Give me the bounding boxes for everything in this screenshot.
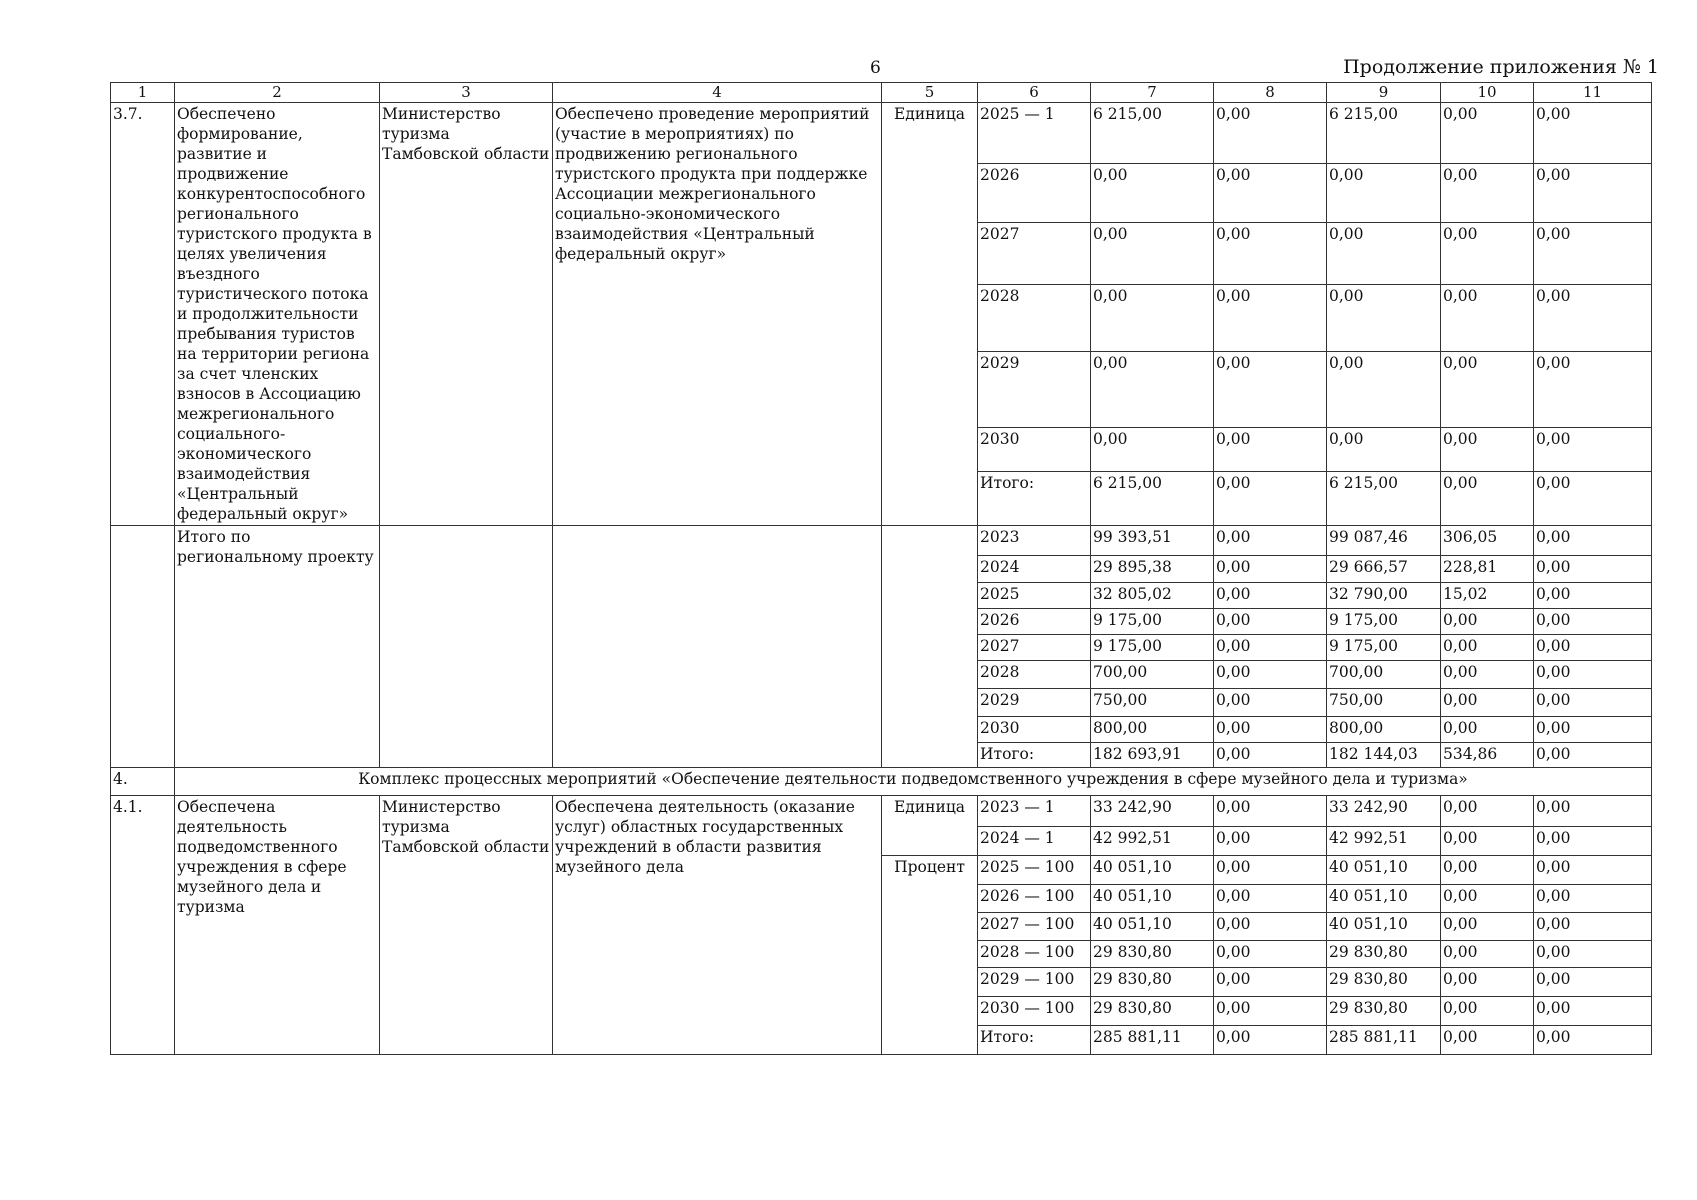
year-value-cell: 2026	[978, 609, 1091, 635]
amount-cell: 800,00	[1327, 717, 1441, 743]
year-value-cell: 2028 — 100	[978, 941, 1091, 968]
amount-cell: 6 215,00	[1091, 472, 1214, 526]
amount-cell: 0,00	[1441, 635, 1534, 661]
amount-cell: 800,00	[1091, 717, 1214, 743]
amount-cell: 0,00	[1441, 796, 1534, 827]
year-value-cell: Итого:	[978, 1026, 1091, 1055]
amount-cell: 0,00	[1091, 352, 1214, 428]
column-header: 5	[882, 83, 978, 103]
year-value-cell: 2026	[978, 163, 1091, 223]
amount-cell: 0,00	[1534, 352, 1652, 428]
amount-cell: 0,00	[1534, 472, 1652, 526]
amount-cell: 32 805,02	[1091, 583, 1214, 609]
amount-cell: 0,00	[1214, 689, 1327, 717]
item-number: 3.7.	[111, 103, 175, 526]
amount-cell: 0,00	[1214, 103, 1327, 164]
year-value-cell: 2023	[978, 526, 1091, 556]
year-value-cell: 2024	[978, 556, 1091, 583]
column-header: 11	[1534, 83, 1652, 103]
amount-cell: 0,00	[1091, 284, 1214, 352]
amount-cell: 0,00	[1534, 526, 1652, 556]
amount-cell: 0,00	[1534, 689, 1652, 717]
amount-cell: 0,00	[1327, 223, 1441, 285]
year-value-cell: 2023 — 1	[978, 796, 1091, 827]
amount-cell: 0,00	[1534, 743, 1652, 768]
year-value-cell: 2028	[978, 284, 1091, 352]
empty-cell	[882, 526, 978, 768]
amount-cell: 0,00	[1214, 583, 1327, 609]
amount-cell: 0,00	[1327, 352, 1441, 428]
table-row	[111, 526, 1652, 556]
column-number-row	[111, 83, 1652, 103]
amount-cell: 33 242,90	[1327, 796, 1441, 827]
amount-cell: 29 830,80	[1091, 997, 1214, 1026]
amount-cell: 6 215,00	[1091, 103, 1214, 164]
amount-cell: 6 215,00	[1327, 472, 1441, 526]
amount-cell: 0,00	[1441, 997, 1534, 1026]
amount-cell: 0,00	[1441, 1026, 1534, 1055]
budget-table	[110, 82, 1652, 1055]
year-value-cell: 2029 — 100	[978, 968, 1091, 997]
empty-cell	[380, 526, 553, 768]
amount-cell: 0,00	[1441, 689, 1534, 717]
item-result: Обеспечено формирование, развитие и продвижение конкурентоспособного регионального туристского продукта в целях увеличения въездного туристического потока и продолжительности пребывания туристов на территории региона за счет членских взносов в Ассоциацию межрегионального социального-экономического взаимодействия «Центральный федеральный округ»	[175, 103, 380, 526]
amount-cell: 15,02	[1441, 583, 1534, 609]
amount-cell: 0,00	[1214, 1026, 1327, 1055]
amount-cell: 0,00	[1214, 223, 1327, 285]
amount-cell: 42 992,51	[1327, 827, 1441, 856]
amount-cell: 0,00	[1534, 609, 1652, 635]
year-value-cell: 2029	[978, 689, 1091, 717]
amount-cell: 228,81	[1441, 556, 1534, 583]
amount-cell: 0,00	[1214, 743, 1327, 768]
amount-cell: 40 051,10	[1091, 885, 1214, 913]
amount-cell: 0,00	[1534, 913, 1652, 941]
amount-cell: 40 051,10	[1327, 885, 1441, 913]
amount-cell: 6 215,00	[1327, 103, 1441, 164]
amount-cell: 0,00	[1534, 163, 1652, 223]
amount-cell: 0,00	[1327, 284, 1441, 352]
amount-cell: 0,00	[1214, 635, 1327, 661]
year-value-cell: 2028	[978, 661, 1091, 689]
amount-cell: 0,00	[1441, 827, 1534, 856]
amount-cell: 0,00	[1441, 428, 1534, 472]
amount-cell: 29 830,80	[1327, 941, 1441, 968]
amount-cell: 0,00	[1534, 827, 1652, 856]
amount-cell: 534,86	[1441, 743, 1534, 768]
column-header: 7	[1091, 83, 1214, 103]
amount-cell: 0,00	[1534, 103, 1652, 164]
amount-cell: 99 393,51	[1091, 526, 1214, 556]
amount-cell: 0,00	[1441, 856, 1534, 885]
amount-cell: 0,00	[1441, 941, 1534, 968]
year-value-cell: 2025 — 100	[978, 856, 1091, 885]
amount-cell: 40 051,10	[1091, 856, 1214, 885]
amount-cell: 0,00	[1441, 609, 1534, 635]
column-header: 3	[380, 83, 553, 103]
year-value-cell: 2024 — 1	[978, 827, 1091, 856]
empty-cell	[553, 526, 882, 768]
amount-cell: 29 830,80	[1091, 968, 1214, 997]
empty-cell	[111, 526, 175, 768]
amount-cell: 0,00	[1327, 428, 1441, 472]
amount-cell: 0,00	[1327, 163, 1441, 223]
amount-cell: 285 881,11	[1327, 1026, 1441, 1055]
amount-cell: 182 693,91	[1091, 743, 1214, 768]
column-header: 10	[1441, 83, 1534, 103]
year-value-cell: 2027 — 100	[978, 913, 1091, 941]
year-value-cell: 2030	[978, 428, 1091, 472]
amount-cell: 0,00	[1214, 968, 1327, 997]
amount-cell: 40 051,10	[1327, 913, 1441, 941]
section-number: 4.	[111, 768, 175, 796]
amount-cell: 32 790,00	[1327, 583, 1441, 609]
amount-cell: 29 830,80	[1327, 997, 1441, 1026]
amount-cell: 0,00	[1534, 661, 1652, 689]
amount-cell: 0,00	[1534, 796, 1652, 827]
year-value-cell: 2027	[978, 223, 1091, 285]
amount-cell: 29 830,80	[1327, 968, 1441, 997]
amount-cell: 0,00	[1441, 717, 1534, 743]
item-responsible: Министерство туризма Тамбовской области	[380, 103, 553, 526]
amount-cell: 0,00	[1214, 661, 1327, 689]
amount-cell: 0,00	[1534, 856, 1652, 885]
amount-cell: 0,00	[1214, 352, 1327, 428]
amount-cell: 0,00	[1214, 163, 1327, 223]
year-value-cell: Итого:	[978, 743, 1091, 768]
item-description: Обеспечена деятельность (оказание услуг) областных государственных учреждений в области развития музейного дела	[553, 796, 882, 1055]
amount-cell: 0,00	[1214, 827, 1327, 856]
amount-cell: 29 895,38	[1091, 556, 1214, 583]
project-total-label: Итого по региональному проекту	[175, 526, 380, 768]
item-description: Обеспечено проведение мероприятий (участие в мероприятиях) по продвижению регионального туристского продукта при поддержке Ассоциации межрегионального социально-экономического взаимодействия «Центральный федеральный округ»	[553, 103, 882, 526]
amount-cell: 0,00	[1214, 609, 1327, 635]
amount-cell: 0,00	[1091, 428, 1214, 472]
amount-cell: 0,00	[1534, 583, 1652, 609]
item-unit: Единица	[882, 103, 978, 526]
amount-cell: 29 666,57	[1327, 556, 1441, 583]
section-title: Комплекс процессных мероприятий «Обеспечение деятельности подведомственного учреждения в сфере музейного дела и туризма»	[175, 768, 1652, 796]
column-header: 6	[978, 83, 1091, 103]
amount-cell: 29 830,80	[1091, 941, 1214, 968]
year-value-cell: Итого:	[978, 472, 1091, 526]
amount-cell: 0,00	[1534, 284, 1652, 352]
amount-cell: 0,00	[1441, 661, 1534, 689]
amount-cell: 0,00	[1441, 885, 1534, 913]
amount-cell: 0,00	[1534, 717, 1652, 743]
amount-cell: 0,00	[1441, 352, 1534, 428]
year-value-cell: 2030 — 100	[978, 997, 1091, 1026]
year-value-cell: 2025 — 1	[978, 103, 1091, 164]
year-value-cell: 2027	[978, 635, 1091, 661]
amount-cell: 0,00	[1214, 717, 1327, 743]
year-value-cell: 2026 — 100	[978, 885, 1091, 913]
table-row	[111, 796, 1652, 827]
amount-cell: 285 881,11	[1091, 1026, 1214, 1055]
amount-cell: 0,00	[1441, 913, 1534, 941]
amount-cell: 306,05	[1441, 526, 1534, 556]
amount-cell: 0,00	[1441, 472, 1534, 526]
amount-cell: 0,00	[1214, 885, 1327, 913]
amount-cell: 0,00	[1214, 526, 1327, 556]
year-value-cell: 2030	[978, 717, 1091, 743]
amount-cell: 182 144,03	[1327, 743, 1441, 768]
amount-cell: 0,00	[1534, 223, 1652, 285]
amount-cell: 99 087,46	[1327, 526, 1441, 556]
amount-cell: 0,00	[1534, 1026, 1652, 1055]
amount-cell: 0,00	[1214, 428, 1327, 472]
amount-cell: 0,00	[1534, 968, 1652, 997]
item-number: 4.1.	[111, 796, 175, 1055]
amount-cell: 0,00	[1534, 997, 1652, 1026]
amount-cell: 0,00	[1214, 941, 1327, 968]
amount-cell: 9 175,00	[1091, 609, 1214, 635]
amount-cell: 0,00	[1214, 472, 1327, 526]
amount-cell: 0,00	[1091, 163, 1214, 223]
amount-cell: 0,00	[1214, 556, 1327, 583]
year-value-cell: 2029	[978, 352, 1091, 428]
item-unit: Единица	[882, 796, 978, 856]
amount-cell: 9 175,00	[1091, 635, 1214, 661]
amount-cell: 0,00	[1534, 428, 1652, 472]
table-row	[111, 103, 1652, 164]
amount-cell: 40 051,10	[1091, 913, 1214, 941]
column-header: 1	[111, 83, 175, 103]
amount-cell: 0,00	[1534, 635, 1652, 661]
amount-cell: 40 051,10	[1327, 856, 1441, 885]
amount-cell: 0,00	[1214, 284, 1327, 352]
appendix-continuation-note: Продолжение приложения № 1	[1343, 56, 1659, 78]
column-header: 8	[1214, 83, 1327, 103]
column-header: 9	[1327, 83, 1441, 103]
amount-cell: 0,00	[1441, 284, 1534, 352]
section-header-row	[111, 768, 1652, 796]
amount-cell: 0,00	[1441, 223, 1534, 285]
amount-cell: 700,00	[1327, 661, 1441, 689]
item-unit: Процент	[882, 856, 978, 1055]
amount-cell: 0,00	[1441, 163, 1534, 223]
amount-cell: 700,00	[1091, 661, 1214, 689]
amount-cell: 0,00	[1534, 941, 1652, 968]
amount-cell: 9 175,00	[1327, 609, 1441, 635]
item-responsible: Министерство туризма Тамбовской области	[380, 796, 553, 1055]
amount-cell: 0,00	[1214, 997, 1327, 1026]
amount-cell: 0,00	[1534, 556, 1652, 583]
amount-cell: 33 242,90	[1091, 796, 1214, 827]
column-header: 4	[553, 83, 882, 103]
amount-cell: 42 992,51	[1091, 827, 1214, 856]
item-result: Обеспечена деятельность подведомственного учреждения в сфере музейного дела и туризма	[175, 796, 380, 1055]
amount-cell: 0,00	[1091, 223, 1214, 285]
column-header: 2	[175, 83, 380, 103]
amount-cell: 0,00	[1441, 103, 1534, 164]
amount-cell: 0,00	[1441, 968, 1534, 997]
amount-cell: 0,00	[1534, 885, 1652, 913]
amount-cell: 750,00	[1091, 689, 1214, 717]
amount-cell: 0,00	[1214, 796, 1327, 827]
page-number: 6	[870, 58, 881, 78]
year-value-cell: 2025	[978, 583, 1091, 609]
amount-cell: 0,00	[1214, 856, 1327, 885]
amount-cell: 0,00	[1214, 913, 1327, 941]
amount-cell: 750,00	[1327, 689, 1441, 717]
amount-cell: 9 175,00	[1327, 635, 1441, 661]
